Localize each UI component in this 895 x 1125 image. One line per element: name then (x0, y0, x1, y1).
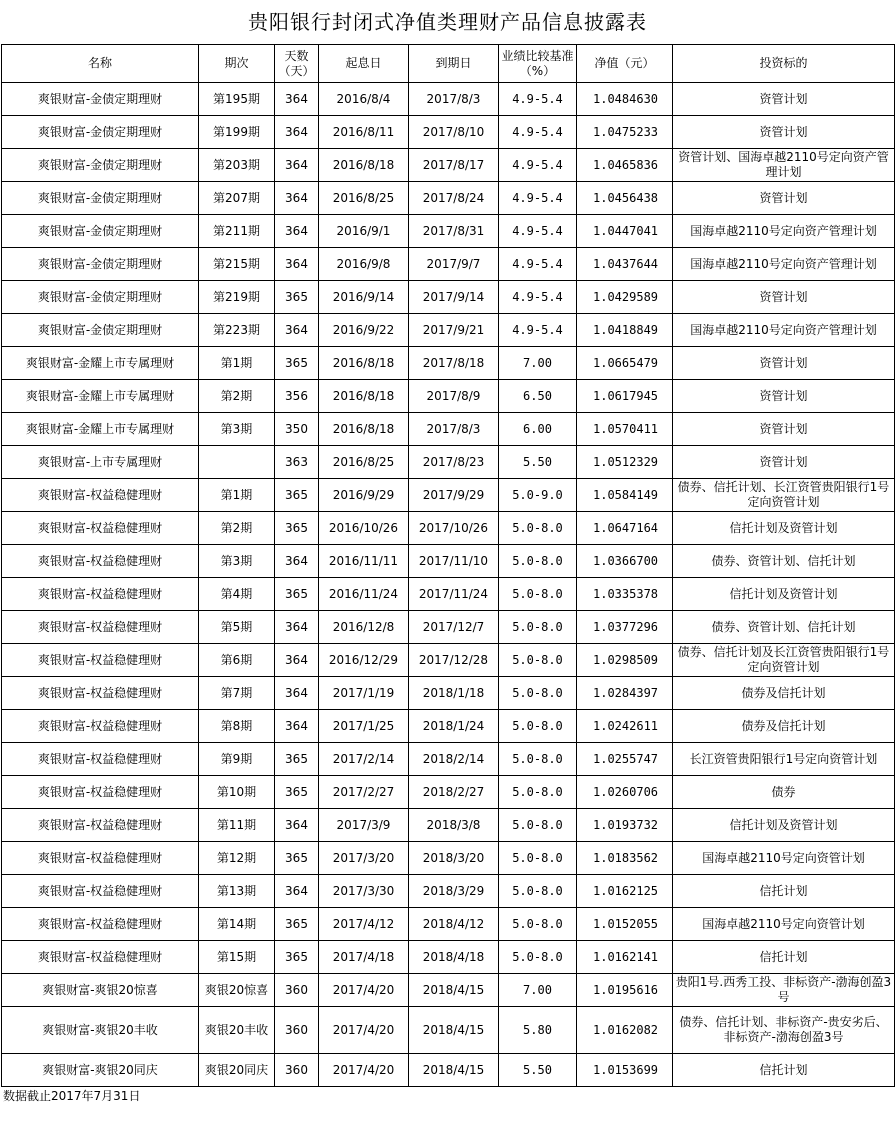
cell-start-date: 2017/1/25 (319, 710, 409, 743)
cell-days: 364 (275, 809, 319, 842)
cell-nav: 1.0195616 (577, 974, 673, 1007)
cell-end-date: 2017/8/3 (409, 83, 499, 116)
cell-nav: 1.0260706 (577, 776, 673, 809)
cell-start-date: 2016/8/18 (319, 149, 409, 182)
cell-days: 365 (275, 281, 319, 314)
cell-days: 365 (275, 941, 319, 974)
cell-name: 爽银财富-权益稳健理财 (2, 578, 199, 611)
cell-days: 365 (275, 776, 319, 809)
cell-name: 爽银财富-权益稳健理财 (2, 941, 199, 974)
cell-period: 第1期 (199, 347, 275, 380)
table-row (2, 182, 895, 215)
cell-end-date: 2018/1/18 (409, 677, 499, 710)
cell-end-date: 2017/9/21 (409, 314, 499, 347)
cell-days: 360 (275, 1054, 319, 1087)
cell-name: 爽银财富-爽银20惊喜 (2, 974, 199, 1007)
col-header-period: 期次 (199, 45, 275, 83)
cell-start-date: 2017/4/20 (319, 974, 409, 1007)
cell-period: 第10期 (199, 776, 275, 809)
cell-period: 第6期 (199, 644, 275, 677)
cell-investment: 信托计划 (673, 875, 895, 908)
cell-investment: 国海卓越2110号定向资管计划 (673, 842, 895, 875)
cell-start-date: 2016/8/18 (319, 380, 409, 413)
cell-benchmark: 5.80 (499, 1007, 577, 1054)
cell-investment: 国海卓越2110号定向资产管理计划 (673, 248, 895, 281)
cell-end-date: 2018/4/15 (409, 1007, 499, 1054)
table-row (2, 941, 895, 974)
cell-benchmark: 4.9-5.4 (499, 281, 577, 314)
cell-days: 364 (275, 644, 319, 677)
cell-days: 364 (275, 83, 319, 116)
cell-name: 爽银财富-金债定期理财 (2, 248, 199, 281)
cell-end-date: 2018/3/20 (409, 842, 499, 875)
cell-end-date: 2018/4/12 (409, 908, 499, 941)
table-row (2, 215, 895, 248)
table-row (2, 413, 895, 446)
cell-nav: 1.0570411 (577, 413, 673, 446)
cell-benchmark: 5.0-8.0 (499, 941, 577, 974)
cell-benchmark: 4.9-5.4 (499, 83, 577, 116)
cell-benchmark: 5.0-9.0 (499, 479, 577, 512)
cell-investment: 国海卓越2110号定向资产管理计划 (673, 314, 895, 347)
cell-name: 爽银财富-权益稳健理财 (2, 644, 199, 677)
cell-name: 爽银财富-权益稳健理财 (2, 743, 199, 776)
cell-start-date: 2017/3/9 (319, 809, 409, 842)
cell-benchmark: 6.00 (499, 413, 577, 446)
cell-nav: 1.0242611 (577, 710, 673, 743)
page-title: 贵阳银行封闭式净值类理财产品信息披露表 (248, 10, 647, 34)
cell-days: 364 (275, 182, 319, 215)
table-row (2, 446, 895, 479)
cell-name: 爽银财富-上市专属理财 (2, 446, 199, 479)
cell-period: 第215期 (199, 248, 275, 281)
table-row (2, 380, 895, 413)
cell-end-date: 2017/10/26 (409, 512, 499, 545)
cell-name: 爽银财富-金债定期理财 (2, 182, 199, 215)
cell-period: 第207期 (199, 182, 275, 215)
table-row (2, 578, 895, 611)
cell-investment: 长江资管贵阳银行1号定向资管计划 (673, 743, 895, 776)
cell-nav: 1.0617945 (577, 380, 673, 413)
cell-start-date: 2016/12/29 (319, 644, 409, 677)
cell-nav: 1.0152055 (577, 908, 673, 941)
cell-end-date: 2017/8/3 (409, 413, 499, 446)
cell-investment: 债券、信托计划、非标资产-贵安劣后、非标资产-渤海创盈3号 (673, 1007, 895, 1054)
cell-name: 爽银财富-权益稳健理财 (2, 776, 199, 809)
cell-nav: 1.0512329 (577, 446, 673, 479)
cell-nav: 1.0647164 (577, 512, 673, 545)
cell-name: 爽银财富-金债定期理财 (2, 215, 199, 248)
cell-benchmark: 5.0-8.0 (499, 809, 577, 842)
cell-period: 第9期 (199, 743, 275, 776)
cell-start-date: 2017/4/20 (319, 1007, 409, 1054)
cell-nav: 1.0429589 (577, 281, 673, 314)
cell-period: 第11期 (199, 809, 275, 842)
cell-end-date: 2017/8/17 (409, 149, 499, 182)
cell-name: 爽银财富-权益稳健理财 (2, 908, 199, 941)
cell-start-date: 2017/1/19 (319, 677, 409, 710)
col-header-benchmark: 业绩比较基准（%） (499, 45, 577, 83)
cell-name: 爽银财富-金耀上市专属理财 (2, 380, 199, 413)
cell-days: 360 (275, 1007, 319, 1054)
data-cutoff-note: 数据截止2017年7月31日 (3, 1089, 141, 1103)
table-row (2, 1054, 895, 1087)
table-row (2, 149, 895, 182)
col-header-start-date: 起息日 (319, 45, 409, 83)
cell-end-date: 2018/2/14 (409, 743, 499, 776)
cell-days: 364 (275, 314, 319, 347)
cell-name: 爽银财富-权益稳健理财 (2, 545, 199, 578)
cell-end-date: 2018/4/15 (409, 974, 499, 1007)
cell-benchmark: 5.0-8.0 (499, 908, 577, 941)
cell-benchmark: 5.0-8.0 (499, 875, 577, 908)
cell-end-date: 2017/11/10 (409, 545, 499, 578)
cell-benchmark: 5.0-8.0 (499, 743, 577, 776)
cell-start-date: 2016/8/18 (319, 413, 409, 446)
cell-start-date: 2016/8/4 (319, 83, 409, 116)
table-row (2, 248, 895, 281)
cell-nav: 1.0366700 (577, 545, 673, 578)
table-row (2, 479, 895, 512)
cell-nav: 1.0298509 (577, 644, 673, 677)
cell-benchmark: 7.00 (499, 974, 577, 1007)
table-row (2, 842, 895, 875)
cell-period: 第14期 (199, 908, 275, 941)
cell-name: 爽银财富-金耀上市专属理财 (2, 413, 199, 446)
cell-name: 爽银财富-爽银20丰收 (2, 1007, 199, 1054)
cell-period: 第4期 (199, 578, 275, 611)
cell-days: 360 (275, 974, 319, 1007)
cell-investment: 债券、信托计划及长江资管贵阳银行1号定向资管计划 (673, 644, 895, 677)
cell-end-date: 2017/8/10 (409, 116, 499, 149)
cell-period: 第13期 (199, 875, 275, 908)
cell-nav: 1.0484630 (577, 83, 673, 116)
cell-period: 爽银20惊喜 (199, 974, 275, 1007)
cell-name: 爽银财富-权益稳健理财 (2, 512, 199, 545)
cell-investment: 资管计划 (673, 347, 895, 380)
cell-start-date: 2016/8/25 (319, 446, 409, 479)
cell-benchmark: 5.0-8.0 (499, 611, 577, 644)
cell-benchmark: 5.0-8.0 (499, 710, 577, 743)
cell-investment: 国海卓越2110号定向资管计划 (673, 908, 895, 941)
cell-end-date: 2017/8/18 (409, 347, 499, 380)
cell-days: 364 (275, 149, 319, 182)
cell-period: 第12期 (199, 842, 275, 875)
table-row (2, 281, 895, 314)
cell-nav: 1.0153699 (577, 1054, 673, 1087)
cell-start-date: 2017/3/20 (319, 842, 409, 875)
header-row (2, 45, 895, 83)
table-row (2, 875, 895, 908)
cell-start-date: 2017/2/27 (319, 776, 409, 809)
cell-investment: 债券 (673, 776, 895, 809)
cell-days: 364 (275, 545, 319, 578)
cell-investment: 信托计划 (673, 1054, 895, 1087)
cell-period: 第3期 (199, 413, 275, 446)
cell-benchmark: 5.0-8.0 (499, 512, 577, 545)
cell-investment: 信托计划及资管计划 (673, 512, 895, 545)
cell-investment: 债券及信托计划 (673, 710, 895, 743)
cell-end-date: 2017/8/9 (409, 380, 499, 413)
cell-end-date: 2017/8/31 (409, 215, 499, 248)
cell-start-date: 2017/4/12 (319, 908, 409, 941)
cell-end-date: 2018/3/8 (409, 809, 499, 842)
cell-days: 365 (275, 512, 319, 545)
cell-nav: 1.0584149 (577, 479, 673, 512)
cell-investment: 债券、资管计划、信托计划 (673, 611, 895, 644)
cell-period: 第2期 (199, 512, 275, 545)
cell-start-date: 2016/9/22 (319, 314, 409, 347)
cell-benchmark: 6.50 (499, 380, 577, 413)
cell-investment: 资管计划 (673, 116, 895, 149)
cell-investment: 债券、资管计划、信托计划 (673, 545, 895, 578)
cell-nav: 1.0437644 (577, 248, 673, 281)
cell-days: 364 (275, 611, 319, 644)
cell-name: 爽银财富-权益稳健理财 (2, 875, 199, 908)
cell-investment: 贵阳1号.西秀工投、非标资产-渤海创盈3号 (673, 974, 895, 1007)
cell-investment: 资管计划 (673, 281, 895, 314)
cell-nav: 1.0162141 (577, 941, 673, 974)
cell-end-date: 2018/4/15 (409, 1054, 499, 1087)
cell-start-date: 2017/2/14 (319, 743, 409, 776)
cell-benchmark: 4.9-5.4 (499, 248, 577, 281)
cell-period: 第195期 (199, 83, 275, 116)
cell-benchmark: 4.9-5.4 (499, 149, 577, 182)
cell-name: 爽银财富-爽银20同庆 (2, 1054, 199, 1087)
col-header-investment: 投资标的 (673, 45, 895, 83)
table-row (2, 1007, 895, 1054)
cell-start-date: 2016/11/24 (319, 578, 409, 611)
cell-investment: 债券及信托计划 (673, 677, 895, 710)
cell-end-date: 2017/12/28 (409, 644, 499, 677)
cell-days: 365 (275, 479, 319, 512)
table-row (2, 545, 895, 578)
table-row (2, 743, 895, 776)
cell-end-date: 2018/1/24 (409, 710, 499, 743)
table-row (2, 809, 895, 842)
cell-benchmark: 5.0-8.0 (499, 842, 577, 875)
cell-benchmark: 4.9-5.4 (499, 314, 577, 347)
cell-end-date: 2018/3/29 (409, 875, 499, 908)
cell-name: 爽银财富-金债定期理财 (2, 116, 199, 149)
table-row (2, 677, 895, 710)
cell-period: 第223期 (199, 314, 275, 347)
cell-nav: 1.0475233 (577, 116, 673, 149)
table-row (2, 116, 895, 149)
cell-days: 365 (275, 842, 319, 875)
cell-nav: 1.0465836 (577, 149, 673, 182)
cell-benchmark: 7.00 (499, 347, 577, 380)
cell-name: 爽银财富-权益稳健理财 (2, 809, 199, 842)
cell-benchmark: 5.50 (499, 1054, 577, 1087)
col-header-name: 名称 (2, 45, 199, 83)
cell-investment: 信托计划及资管计划 (673, 578, 895, 611)
cell-end-date: 2017/9/7 (409, 248, 499, 281)
table-row (2, 644, 895, 677)
cell-start-date: 2016/8/25 (319, 182, 409, 215)
table-row (2, 314, 895, 347)
cell-start-date: 2017/3/30 (319, 875, 409, 908)
cell-start-date: 2017/4/20 (319, 1054, 409, 1087)
cell-end-date: 2017/9/29 (409, 479, 499, 512)
cell-investment: 资管计划 (673, 83, 895, 116)
cell-investment: 资管计划、国海卓越2110号定向资产管理计划 (673, 149, 895, 182)
cell-benchmark: 4.9-5.4 (499, 215, 577, 248)
cell-period: 第8期 (199, 710, 275, 743)
table-row (2, 776, 895, 809)
cell-period: 第211期 (199, 215, 275, 248)
cell-name: 爽银财富-权益稳健理财 (2, 611, 199, 644)
table-row (2, 347, 895, 380)
cell-investment: 信托计划及资管计划 (673, 809, 895, 842)
cell-period: 第1期 (199, 479, 275, 512)
cell-start-date: 2016/10/26 (319, 512, 409, 545)
col-header-nav: 净值（元） (577, 45, 673, 83)
cell-nav: 1.0447041 (577, 215, 673, 248)
cell-nav: 1.0162125 (577, 875, 673, 908)
cell-benchmark: 5.50 (499, 446, 577, 479)
product-table (1, 44, 895, 1087)
cell-period: 第2期 (199, 380, 275, 413)
cell-end-date: 2017/12/7 (409, 611, 499, 644)
table-row (2, 974, 895, 1007)
col-header-days: 天数（天） (275, 45, 319, 83)
cell-investment: 资管计划 (673, 413, 895, 446)
cell-benchmark: 5.0-8.0 (499, 677, 577, 710)
cell-period: 第5期 (199, 611, 275, 644)
cell-nav: 1.0284397 (577, 677, 673, 710)
cell-end-date: 2017/11/24 (409, 578, 499, 611)
cell-days: 364 (275, 215, 319, 248)
cell-start-date: 2016/9/29 (319, 479, 409, 512)
cell-end-date: 2018/2/27 (409, 776, 499, 809)
cell-investment: 信托计划 (673, 941, 895, 974)
cell-name: 爽银财富-权益稳健理财 (2, 479, 199, 512)
col-header-end-date: 到期日 (409, 45, 499, 83)
cell-days: 364 (275, 677, 319, 710)
cell-name: 爽银财富-金耀上市专属理财 (2, 347, 199, 380)
cell-period: 第15期 (199, 941, 275, 974)
cell-benchmark: 5.0-8.0 (499, 545, 577, 578)
cell-days: 364 (275, 875, 319, 908)
cell-start-date: 2016/9/1 (319, 215, 409, 248)
cell-start-date: 2017/4/18 (319, 941, 409, 974)
cell-name: 爽银财富-权益稳健理财 (2, 677, 199, 710)
cell-benchmark: 5.0-8.0 (499, 776, 577, 809)
cell-investment: 债券、信托计划、长江资管贵阳银行1号定向资管计划 (673, 479, 895, 512)
cell-nav: 1.0665479 (577, 347, 673, 380)
cell-benchmark: 5.0-8.0 (499, 578, 577, 611)
cell-nav: 1.0162082 (577, 1007, 673, 1054)
table-row (2, 83, 895, 116)
cell-nav: 1.0255747 (577, 743, 673, 776)
cell-start-date: 2016/8/11 (319, 116, 409, 149)
cell-days: 365 (275, 578, 319, 611)
cell-days: 365 (275, 743, 319, 776)
cell-days: 356 (275, 380, 319, 413)
cell-period: 第199期 (199, 116, 275, 149)
cell-days: 364 (275, 116, 319, 149)
table-row (2, 908, 895, 941)
cell-investment: 国海卓越2110号定向资产管理计划 (673, 215, 895, 248)
table-row (2, 611, 895, 644)
cell-start-date: 2016/9/14 (319, 281, 409, 314)
cell-days: 365 (275, 908, 319, 941)
cell-start-date: 2016/11/11 (319, 545, 409, 578)
cell-days: 364 (275, 248, 319, 281)
cell-start-date: 2016/12/8 (319, 611, 409, 644)
cell-nav: 1.0193732 (577, 809, 673, 842)
table-row (2, 512, 895, 545)
cell-end-date: 2017/9/14 (409, 281, 499, 314)
cell-period: 第219期 (199, 281, 275, 314)
cell-start-date: 2016/8/18 (319, 347, 409, 380)
cell-benchmark: 5.0-8.0 (499, 644, 577, 677)
cell-start-date: 2016/9/8 (319, 248, 409, 281)
cell-benchmark: 4.9-5.4 (499, 182, 577, 215)
cell-investment: 资管计划 (673, 182, 895, 215)
cell-name: 爽银财富-权益稳健理财 (2, 842, 199, 875)
cell-nav: 1.0418849 (577, 314, 673, 347)
cell-investment: 资管计划 (673, 446, 895, 479)
cell-period: 爽银20丰收 (199, 1007, 275, 1054)
cell-days: 365 (275, 347, 319, 380)
cell-period: 第203期 (199, 149, 275, 182)
cell-days: 350 (275, 413, 319, 446)
cell-period: 第7期 (199, 677, 275, 710)
cell-name: 爽银财富-金债定期理财 (2, 149, 199, 182)
cell-nav: 1.0183562 (577, 842, 673, 875)
cell-days: 364 (275, 710, 319, 743)
cell-period: 爽银20同庆 (199, 1054, 275, 1087)
cell-name: 爽银财富-金债定期理财 (2, 314, 199, 347)
cell-period (199, 446, 275, 479)
cell-end-date: 2017/8/23 (409, 446, 499, 479)
cell-nav: 1.0335378 (577, 578, 673, 611)
cell-period: 第3期 (199, 545, 275, 578)
cell-end-date: 2018/4/18 (409, 941, 499, 974)
cell-days: 363 (275, 446, 319, 479)
cell-end-date: 2017/8/24 (409, 182, 499, 215)
cell-name: 爽银财富-权益稳健理财 (2, 710, 199, 743)
cell-name: 爽银财富-金债定期理财 (2, 281, 199, 314)
cell-benchmark: 4.9-5.4 (499, 116, 577, 149)
cell-investment: 资管计划 (673, 380, 895, 413)
cell-name: 爽银财富-金债定期理财 (2, 83, 199, 116)
cell-nav: 1.0456438 (577, 182, 673, 215)
table-row (2, 710, 895, 743)
cell-nav: 1.0377296 (577, 611, 673, 644)
